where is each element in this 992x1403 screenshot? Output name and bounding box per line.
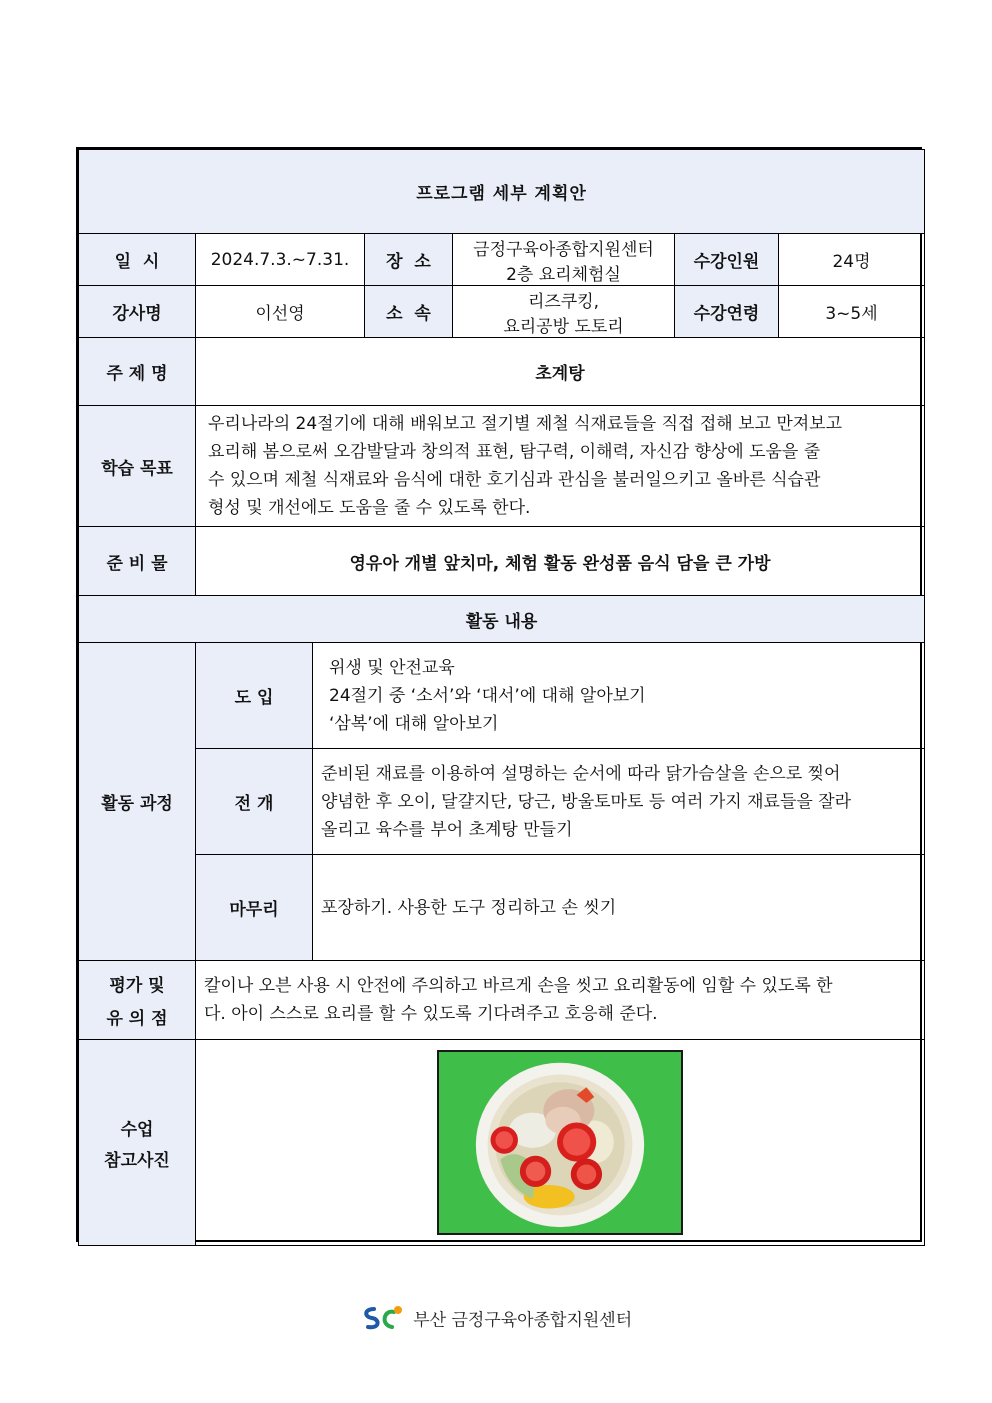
develop-line: 올리고 육수를 부어 초계탕 만들기	[321, 819, 573, 840]
photo-label-line-1: 수업	[120, 1119, 154, 1140]
place-label: 장 소	[365, 234, 453, 286]
evaluation-line: 다. 아이 스스로 요리를 할 수 있도록 기다려주고 호응해 준다.	[204, 1004, 658, 1024]
plan-sheet	[76, 147, 922, 1242]
process-label: 활동 과정	[79, 643, 196, 961]
wrapup-text: 포장하기. 사용한 도구 정리하고 손 씻기	[313, 855, 925, 961]
goal-label: 학습 목표	[79, 406, 196, 527]
age-value: 3~5세	[779, 286, 925, 338]
place-line-2: 2층 요리체험실	[506, 264, 621, 285]
org-value	[453, 286, 675, 338]
intro-label: 도 입	[196, 643, 313, 749]
goal-text	[196, 406, 925, 527]
photo-label	[79, 1040, 196, 1246]
evaluation-text	[196, 961, 925, 1040]
place-line-1: 금정구육아종합지원센터	[473, 239, 654, 260]
materials-label: 준 비 물	[79, 527, 196, 596]
org-line-1: 리즈쿠킹,	[527, 291, 600, 312]
teacher-label: 강사명	[79, 286, 196, 338]
place-value	[453, 234, 675, 286]
photo-label-line-2: 참고사진	[104, 1150, 170, 1171]
goal-line: 요리해 봄으로써 오감발달과 창의적 표현, 탐구력, 이해력, 자신감 향상에 도움을 줄	[208, 442, 821, 462]
activity-header: 활동 내용	[79, 596, 925, 643]
photo-cell	[196, 1040, 925, 1246]
evaluation-line: 칼이나 오븐 사용 시 안전에 주의하고 바르게 손을 씻고 요리활동에 임할 수 있도록 한	[204, 976, 833, 996]
develop-line: 양념한 후 오이, 달걀지단, 당근, 방울토마토 등 여러 가지 재료들을 잘라	[321, 791, 852, 812]
page-title: 프로그램 세부 계획안	[79, 150, 925, 234]
intro-line: 24절기 중 ‘소서’와 ‘대서’에 대해 알아보기	[329, 685, 646, 706]
footer	[0, 1303, 992, 1333]
evaluation-label-line-2: 유 의 점	[106, 1009, 168, 1029]
subject-value: 초계탕	[196, 338, 925, 406]
teacher-value: 이선영	[196, 286, 365, 338]
intro-line: ‘삼복’에 대해 알아보기	[329, 713, 499, 734]
wrapup-label: 마무리	[196, 855, 313, 961]
develop-text	[313, 749, 925, 855]
intro-line: 위생 및 안전교육	[329, 657, 455, 678]
footer-org-name: 부산 금정구육아종합지원센터	[413, 1310, 633, 1331]
evaluation-label-line-1: 평가 및	[109, 976, 165, 996]
develop-label: 전 개	[196, 749, 313, 855]
org-line-2: 요리공방 도토리	[503, 316, 624, 337]
develop-line: 준비된 재료를 이용하여 설명하는 순서에 따라 닭가슴살을 손으로 찢어	[321, 763, 841, 784]
materials-value: 영유아 개별 앞치마, 체험 활동 완성품 음식 담을 큰 가방	[196, 527, 925, 596]
intro-text	[313, 643, 925, 749]
org-label: 소 속	[365, 286, 453, 338]
count-value: 24명	[779, 234, 925, 286]
goal-line: 수 있으며 제철 식재료와 음식에 대한 호기심과 관심을 불러일으키고 올바른 식습관	[208, 470, 821, 490]
date-label: 일 시	[79, 234, 196, 286]
subject-label: 주 제 명	[79, 338, 196, 406]
count-label: 수강인원	[675, 234, 779, 286]
goal-line: 우리나라의 24절기에 대해 배워보고 절기별 제철 식재료들을 직접 접해 보고 만져보고	[208, 414, 843, 434]
goal-line: 형성 및 개선에도 도움을 줄 수 있도록 한다.	[208, 498, 531, 518]
center-logo-icon	[360, 1303, 404, 1333]
evaluation-label	[79, 961, 196, 1040]
plan-table	[78, 149, 925, 1246]
age-label: 수강연령	[675, 286, 779, 338]
date-value: 2024.7.3.~7.31.	[196, 234, 365, 286]
reference-photo	[437, 1050, 683, 1235]
